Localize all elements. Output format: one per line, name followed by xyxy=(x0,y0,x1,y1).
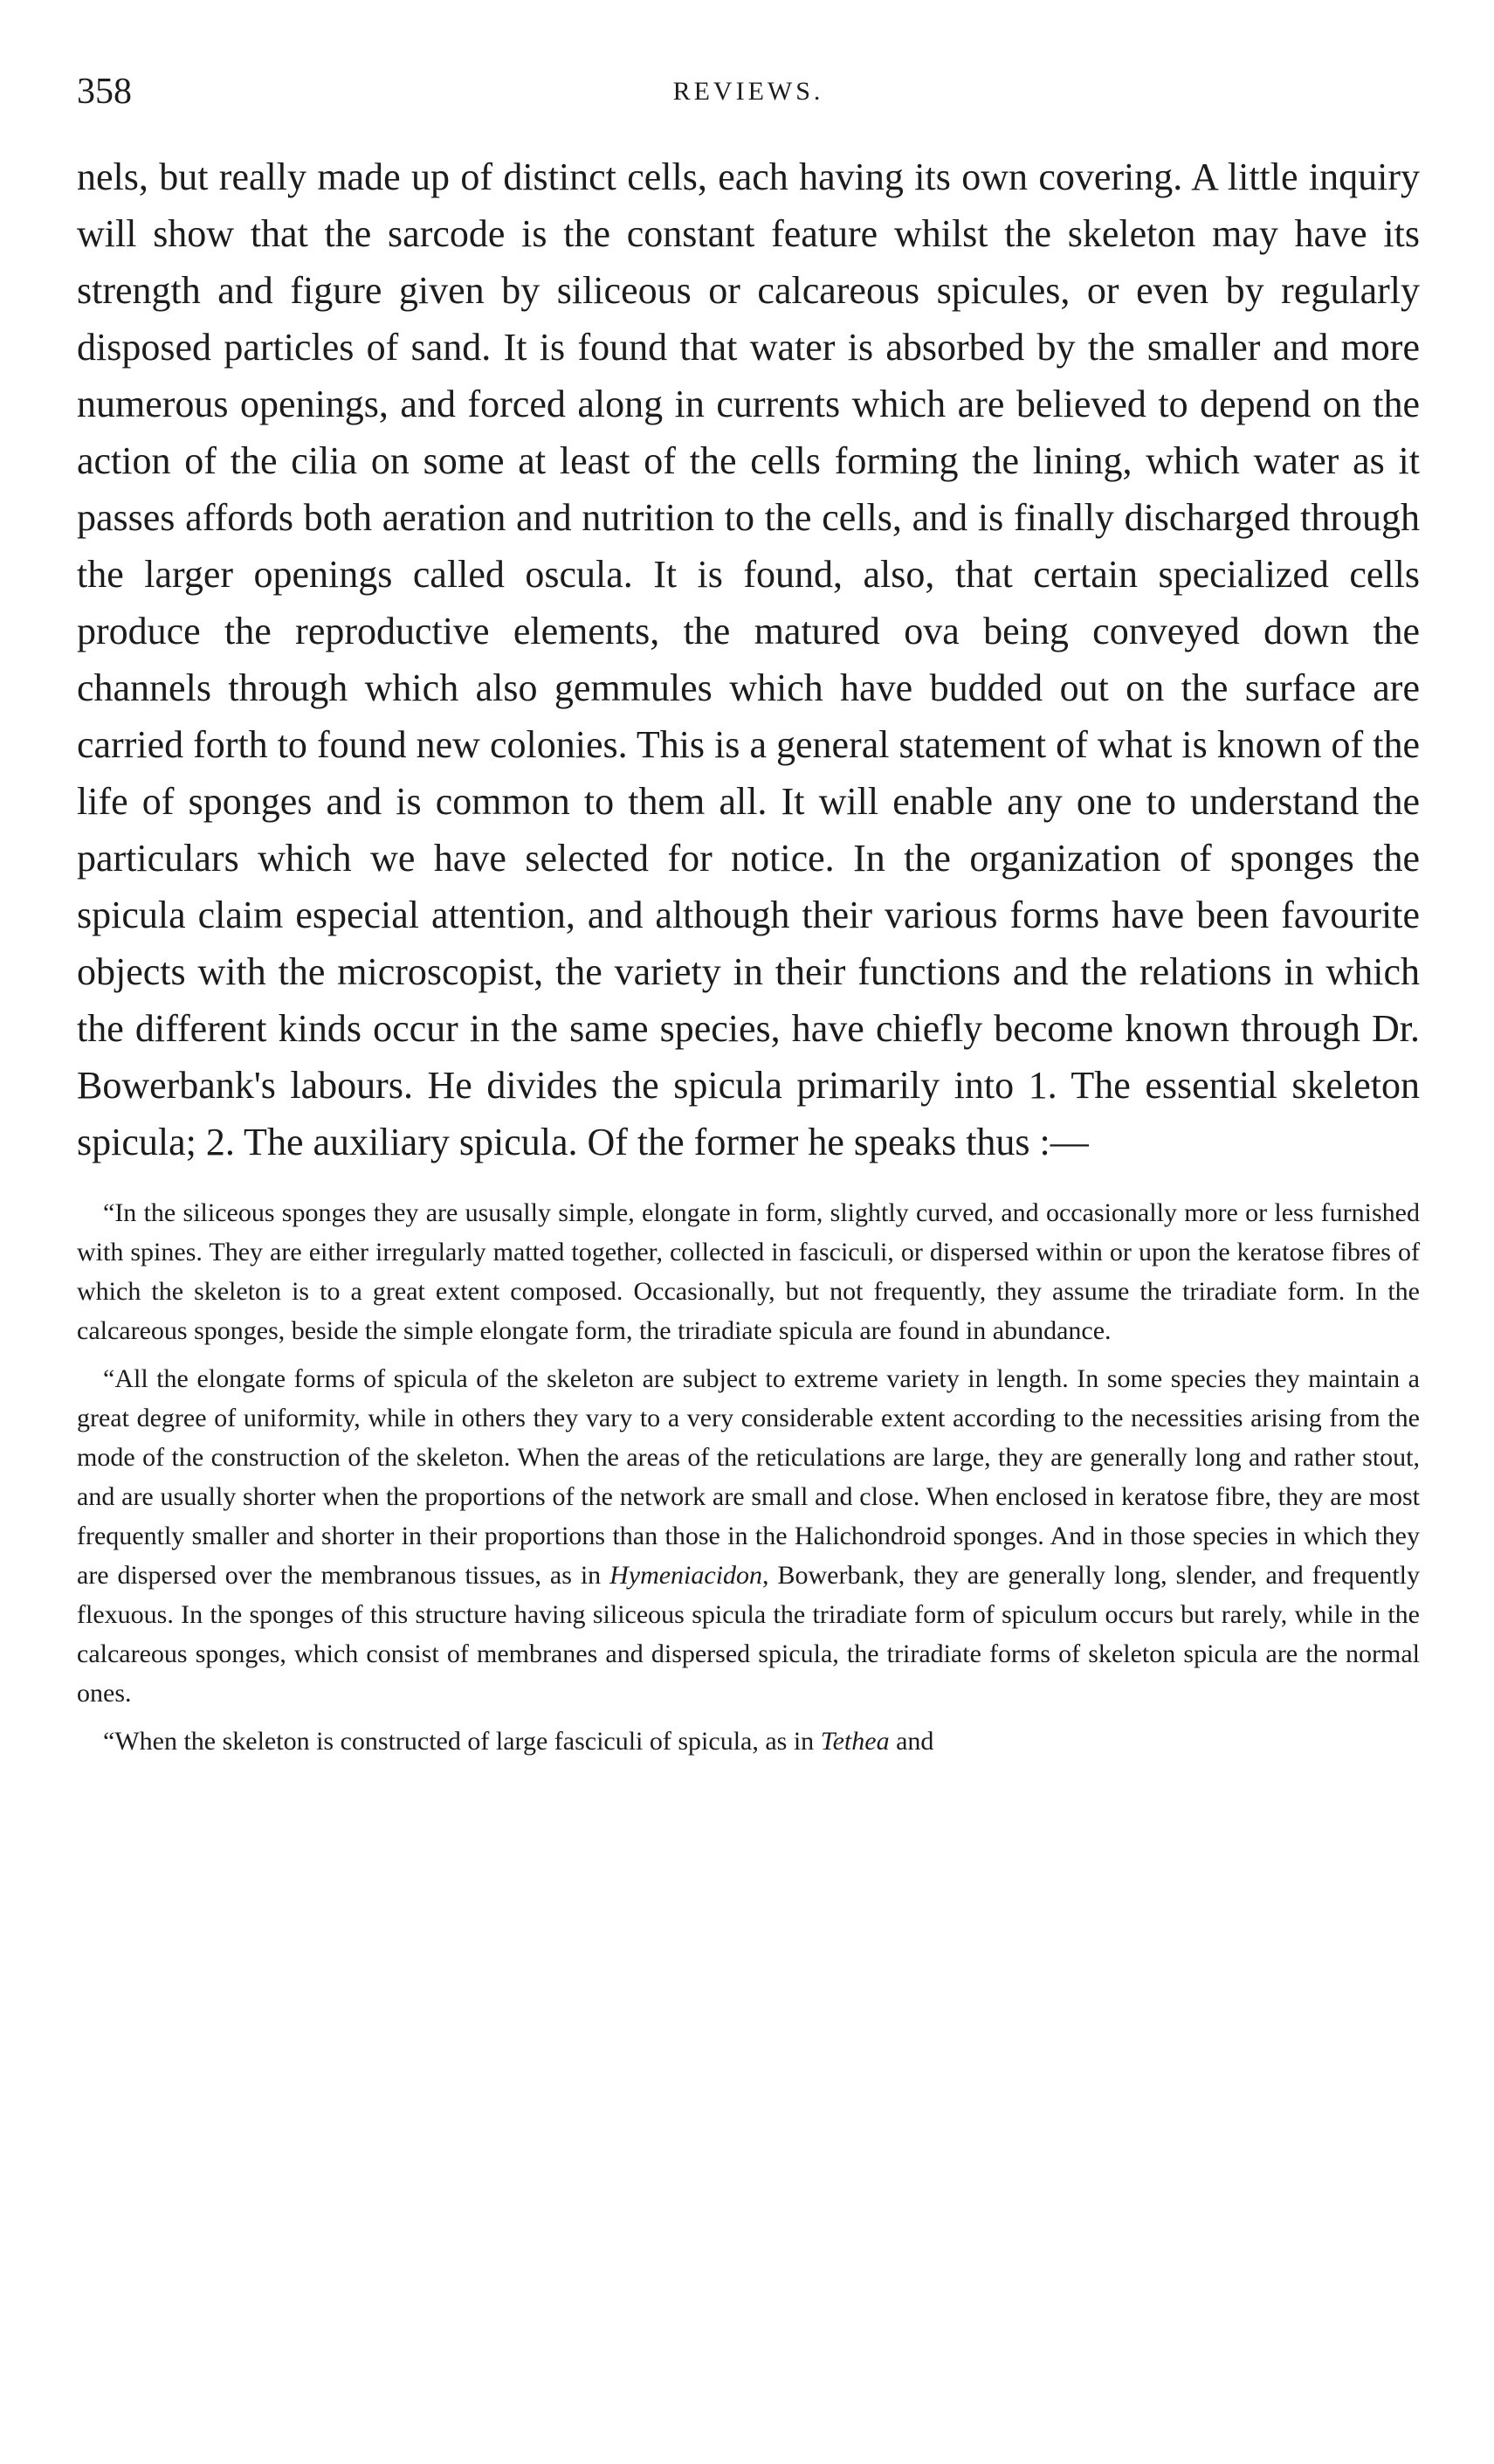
genus-name-italic: Tethea xyxy=(820,1727,890,1756)
book-page xyxy=(77,61,1420,1770)
quote-text: “All the elongate forms of spicula of the skeleton are subject to extreme variety in length. In some species they maintain a great degree of uniformity, while in others they vary to a very considerable extent according to the necessities arising from the mode of the construction of the skeleton. When the areas of the reticulations are large, they are generally long and rather stout, and are usually shorter when the proportions of the network are small and close. When enclosed in keratose fibre, they are most frequently smaller and shorter in their proportions than those in the Halichondroid sponges. And in those species in which they are dispersed over the membranous tissues, as in xyxy=(77,1364,1420,1590)
quote-text: “When the skeleton is constructed of large fasciculi of spicula, as in xyxy=(103,1727,821,1756)
quote-paragraph-3 xyxy=(77,1722,1420,1761)
block-quote xyxy=(77,1193,1420,1761)
quote-text: , Bowerbank, they are generally long, slender, and frequently flexuous. In the sponges of this structure having siliceous spicula the triradiate form of spiculum occurs but rarely, while in the calcareous sponges, which consist of membranes and dispersed spicula, the triradiate forms of skeleton spicula are the normal ones. xyxy=(77,1561,1420,1708)
page-header xyxy=(77,61,1420,122)
body-paragraph: nels, but really made up of distinct cells, each having its own covering. A little inquiry will show that the sarcode is the constant feature whilst the skeleton may have its strength and figure given by siliceous or calcareous spicules, or even by regularly disposed particles of sand. It is found that water is absorbed by the smaller and more numerous openings, and forced along in currents which are believed to depend on the action of the cilia on some at least of the cells forming the lining, which water as it passes affords both aeration and nutrition to the cells, and is finally discharged through the larger openings called oscula. It is found, also, that certain specialized cells produce the reproductive elements, the matured ova being conveyed down the channels through which also gemmules which have budded out on the surface are carried forth to found new colonies. This is a general statement of what is known of the life of sponges and is common to them all. It will enable any one to understand the particulars which we have selected for notice. In the organization of sponges the spicula claim especial attention, and although their various forms have been favourite objects with the microscopist, the variety in their functions and the relations in which the different kinds occur in the same species, have chiefly become known through Dr. Bowerbank's labours. He divides the spicula primarily into 1. The essential skeleton spicula; 2. The auxiliary spicula. Of the former he speaks thus :— xyxy=(77,155,1420,1163)
quote-paragraph-2 xyxy=(77,1359,1420,1713)
page-number: 358 xyxy=(77,72,132,112)
quote-paragraph-1: “In the siliceous sponges they are ususally simple, elongate in form, slightly curved, and occasionally more or less furnished with spines. They are either irregularly matted together, collected in fasciculi, or dispersed within or upon the keratose fibres of which the skeleton is to a great extent composed. Occasionally, but not frequently, they assume the triradiate form. In the calcareous sponges, beside the simple elongate form, the triradiate spicula are found in abundance. xyxy=(77,1198,1420,1345)
quote-text: and xyxy=(889,1727,934,1756)
genus-name-italic: Hymeniacidon xyxy=(609,1561,763,1590)
running-head: REVIEWS. xyxy=(672,77,824,106)
